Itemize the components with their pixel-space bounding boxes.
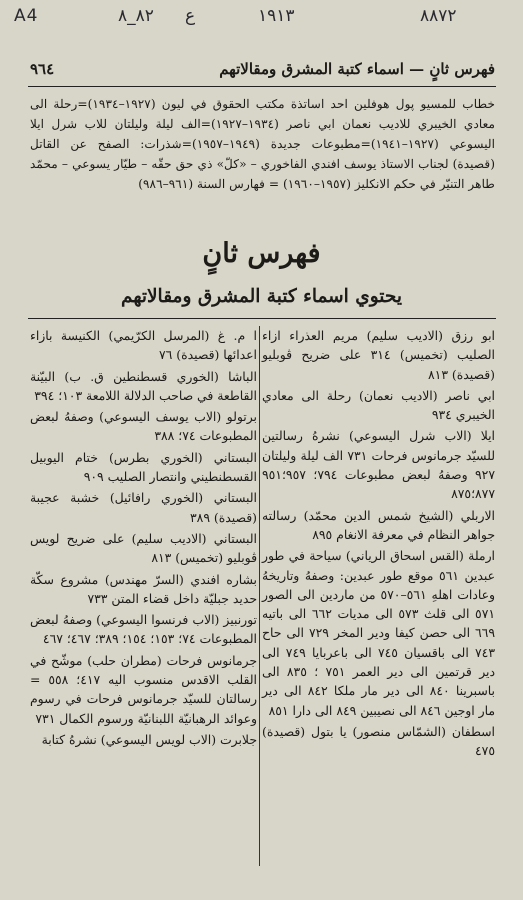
page-number: ٩٦٤ xyxy=(30,60,55,78)
index-entry: جلابرت (الاب لويس اليسوعي) نشرهُ كتابة xyxy=(41,731,257,747)
intro-paragraph: خطاب للمسيو پول هوفلين احد اساتذة مكتب الحقوق في ليون (١٩٢٧–١٩٣٤)=رحلة الى معادي الخيبري للاديب نعمان ابي ناصر (١٩٣٤–١٩٢٧)=الف ليلة وليلتان للاب شرل ايلا اليسوعي (١٩٢٧–١٩٤١)=مطبوعات جديدة (١٩٤٩–١٩٥٧)=شذرات: الصفح عن القاتل (قصيدة) لجناب الاستاذ يوسف افندي الفاخوري – «كلّ» ذي حق حقّه – طيّار يسوعي – محمّد طاهر التنيّر في حكم الانكليز (١٩٥٧–١٩٦٠) = فهارس السنة (٩٦١–٩٨٦) xyxy=(30,97,495,191)
index-entry: البستاني (الخوري رافائيل) خشبة عجيبة (قصيدة) ٣٨٩ xyxy=(30,490,257,525)
index-entry: ارملة (القس اسحاق الرياني) سياحة في طور عبدين ٥٦١ موقع طور عبدين: وصفهُ وتاريخهُ وعادات اهلهِ ٥٦١–٥٧٠ من ماردين الى الصور ٥٧١ الى قلث ٥٧٣ الى مديات ٦٦٢ الى باتيه ٦٦٩ الى حصن كيفا ودير المخر ٧٢٩ الى حاح ٧٤٣ الى باقسيان ٧٤٥ الى باعربايا ٧٤٩ الى دير قرتمين الى دير العمر ٧٥١ ؛ ٨٣٥ الى باسبرينا ٨٤٠ الى دير مار ملكا ٨٤٢ الى دير مار اوجين ٨٤٦ الى نصيبين ٨٤٩ الى دارا ٨٥١ xyxy=(262,548,496,718)
handwritten-mark: ٨٨٧٢ xyxy=(420,6,457,26)
handwritten-mark: A4 xyxy=(14,6,39,26)
index-entry: اسطفان (الشمّاس منصور) يا بتول (قصيدة) ٤٧٥ xyxy=(262,723,495,759)
divider xyxy=(28,86,496,87)
index-entry: الباشا (الخوري قسطنطين ق. ب) البيّنة القاطعة في صاحب الدلالة اللامعة ١٠٣؛ ٣٩٤ xyxy=(30,368,257,403)
index-entry: الاربلي (الشيخ شمس الدين محمّد) رسالته جواهر النظام في معرفة الانغام ٨٩٥ xyxy=(262,507,495,542)
running-head-title: فهرس ثانٍ — اسماء كتبة المشرق ومقالاتهم xyxy=(219,60,495,78)
index-column-left xyxy=(30,326,257,751)
index-entry: ا م. غ (المرسل الكرّيمي) الكنيسة بازاء اعدائها (قصيدة) ٧٦ xyxy=(30,328,257,363)
handwritten-mark: ١٩١٣ xyxy=(258,6,295,26)
index-entry: ايلا (الاب شرل اليسوعي) نشرهُ رسالتين للسيّد جرمانوس فرحات ٧٣١ الف ليلة وليلتان ٩٢٧ وصفهُ لبعض مطبوعات ٧٩٤؛ ٩٥٧؛٩٥١ ٨٧٧؛٨٧٥ xyxy=(262,428,495,502)
index-entry: ابو رزق (الاديب سليم) مريم العذراء ازاء الصليب (تخميس) ٣١٤ على ضريح ڤوبليو (قصيدة) ٨١٣ xyxy=(262,328,495,382)
index-entry: بشاره افندي (السرّ مهندس) مشروع سكّة حديد جبليّة داخل قضاء المتن ٧٣٣ xyxy=(30,571,257,606)
section-subtitle: يحتوي اسماء كتبة المشرق ومقالاتهم xyxy=(121,286,402,307)
index-entry: جرمانوس فرحات (مطران حلب) موشّح في القلب الاقدس منسوب اليه ٤١٧؛ ٥٥٨ = رسالتان للسيّد جرمانوس فرحات في رسوم وعوائد الرهبانيّة اللبنانيّة ورسوم الكمال ٧٣١ xyxy=(30,652,257,726)
index-column-right xyxy=(262,326,495,763)
index-entry: برتولو (الاب يوسف اليسوعي) وصفهُ لبعض المطبوعات ٧٤؛ ٣٨٨ xyxy=(30,409,257,444)
index-entry: تورنبيز (الاب فرنسوا اليسوعي) وصفهُ لبعض المطبوعات ٧٤؛ ١٥٣؛ ١٥٤؛ ٣٨٩؛ ٤٦٧؛ ٤٦٧ xyxy=(30,612,257,647)
section-title: فهرس ثانٍ xyxy=(202,238,321,269)
divider xyxy=(28,318,496,319)
column-divider xyxy=(259,326,260,866)
handwritten-mark: ٨٢_٨ xyxy=(118,6,154,26)
index-entry: ابي ناصر (الاديب نعمان) رحلة الى معادي الخيبري ٩٣٤ xyxy=(262,387,495,423)
index-entry: البستاني (الاديب سليم) على ضريح لويس ڤوبليو (تخميس) ٨١٣ xyxy=(30,530,257,566)
index-entry: البستاني (الخوري بطرس) ختام اليوبيل القسطنطيني وانتصار الصليب ٩٠٩ xyxy=(30,449,257,485)
handwritten-mark: ع xyxy=(185,6,196,26)
running-head xyxy=(30,60,495,78)
